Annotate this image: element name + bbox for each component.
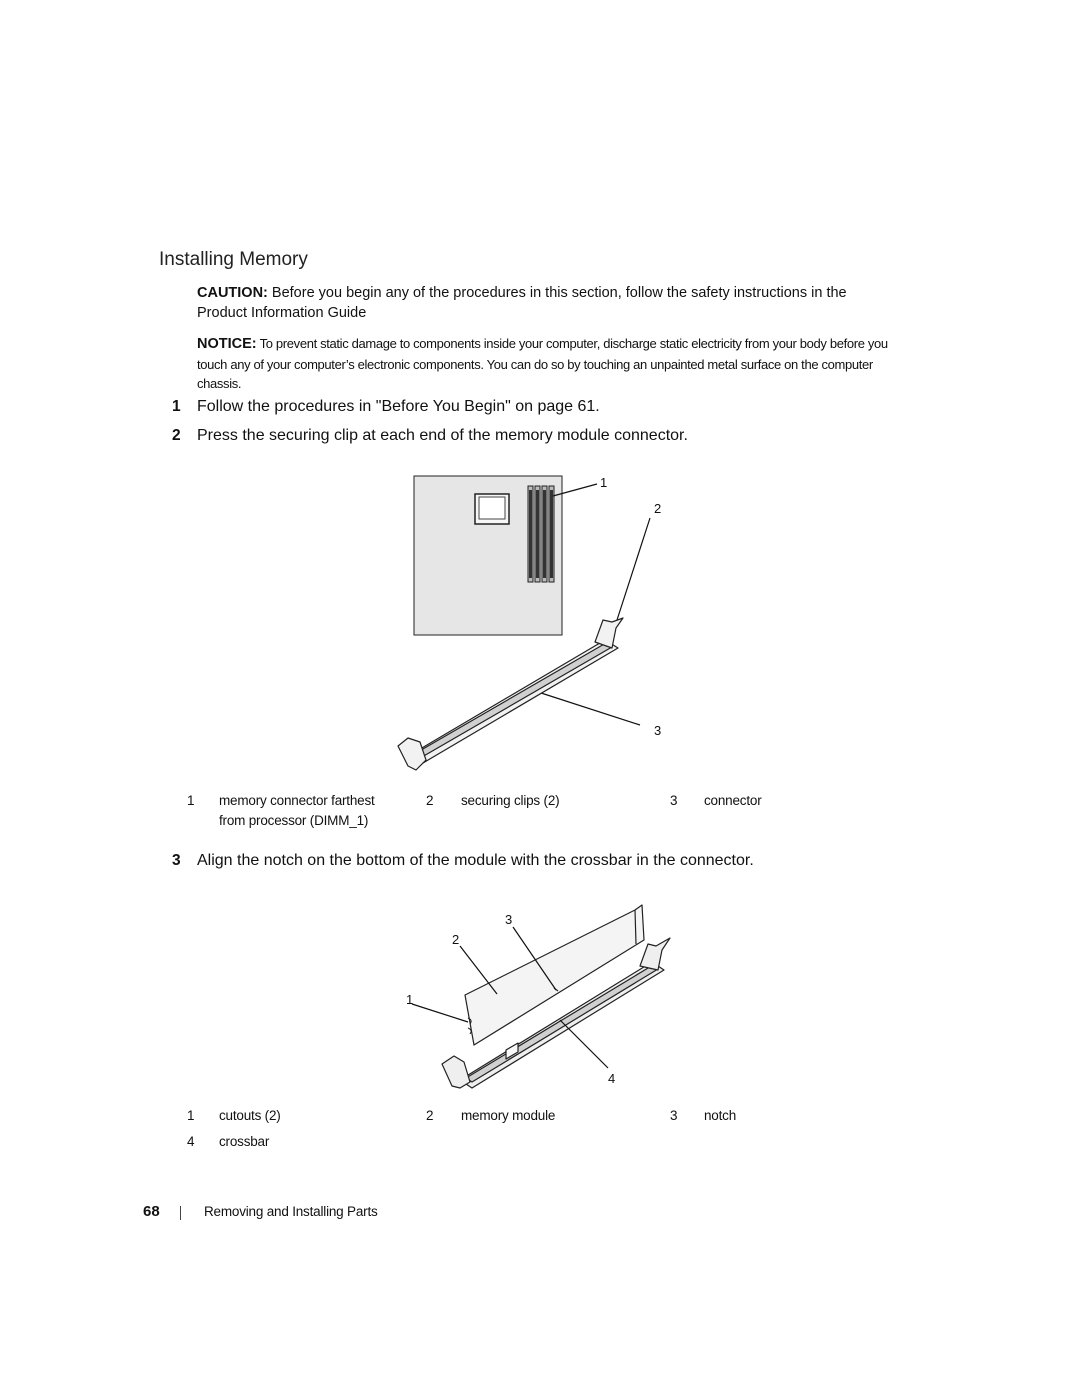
fig2-legend-3-text: notch	[704, 1108, 737, 1123]
page-number: 68	[143, 1203, 160, 1220]
fig1-callout-3: 3	[654, 723, 662, 738]
caution-label: CAUTION:	[197, 285, 268, 301]
fig1-legend-1-num: 1	[187, 793, 195, 808]
chapter-title: Removing and Installing Parts	[204, 1204, 378, 1219]
step-1-text: Follow the procedures in "Before You Begin" on page 61.	[197, 398, 600, 415]
fig2-legend-4-num: 4	[187, 1134, 195, 1149]
section-title: Installing Memory	[159, 249, 308, 270]
caution-text: Before you begin any of the procedures in this section, follow the safety instructions in the	[271, 285, 847, 301]
step-3-text: Align the notch on the bottom of the module with the crossbar in the connector.	[197, 852, 754, 869]
notice-label: NOTICE:	[197, 336, 257, 352]
footer-divider	[180, 1206, 181, 1220]
caution-guide: Product Information Guide	[197, 304, 367, 321]
caution-note	[197, 284, 897, 323]
memory-module-illustration	[390, 900, 690, 1100]
step-1-number: 1	[172, 398, 181, 415]
fig2-callout-1: 1	[406, 992, 414, 1007]
step-2-text: Press the securing clip at each end of the memory module connector.	[197, 427, 688, 444]
fig1-legend-3-num: 3	[670, 793, 678, 808]
fig1-legend-2-text: securing clips (2)	[461, 793, 560, 808]
fig1-callout-1: 1	[600, 475, 608, 490]
notice-note	[197, 334, 907, 394]
fig2-callout-4: 4	[608, 1071, 616, 1086]
fig1-legend-1-text: memory connector farthest	[219, 793, 375, 808]
step-2-number: 2	[172, 427, 181, 444]
fig2-legend-1-num: 1	[187, 1108, 195, 1123]
fig1-legend-1-text2: from processor (DIMM_1)	[219, 813, 369, 828]
fig2-callout-3: 3	[505, 912, 513, 927]
memory-connector-illustration	[390, 470, 680, 780]
fig1-callout-2: 2	[654, 501, 662, 516]
notice-text: To prevent static damage to components inside your computer, discharge static electricity from your body before you touch any of your computer’s electronic components. You can do so by touching an unpainted metal surface on the computer chassis.	[197, 336, 888, 391]
fig2-legend-3-num: 3	[670, 1108, 678, 1123]
fig2-legend-4-text: crossbar	[219, 1134, 270, 1149]
fig2-legend-2-num: 2	[426, 1108, 434, 1123]
step-3-number: 3	[172, 852, 181, 869]
fig1-legend-3-text: connector	[704, 793, 762, 808]
fig1-legend-2-num: 2	[426, 793, 434, 808]
fig2-legend-2-text: memory module	[461, 1108, 556, 1123]
fig2-callout-2: 2	[452, 932, 460, 947]
fig2-legend-1-text: cutouts (2)	[219, 1108, 281, 1123]
